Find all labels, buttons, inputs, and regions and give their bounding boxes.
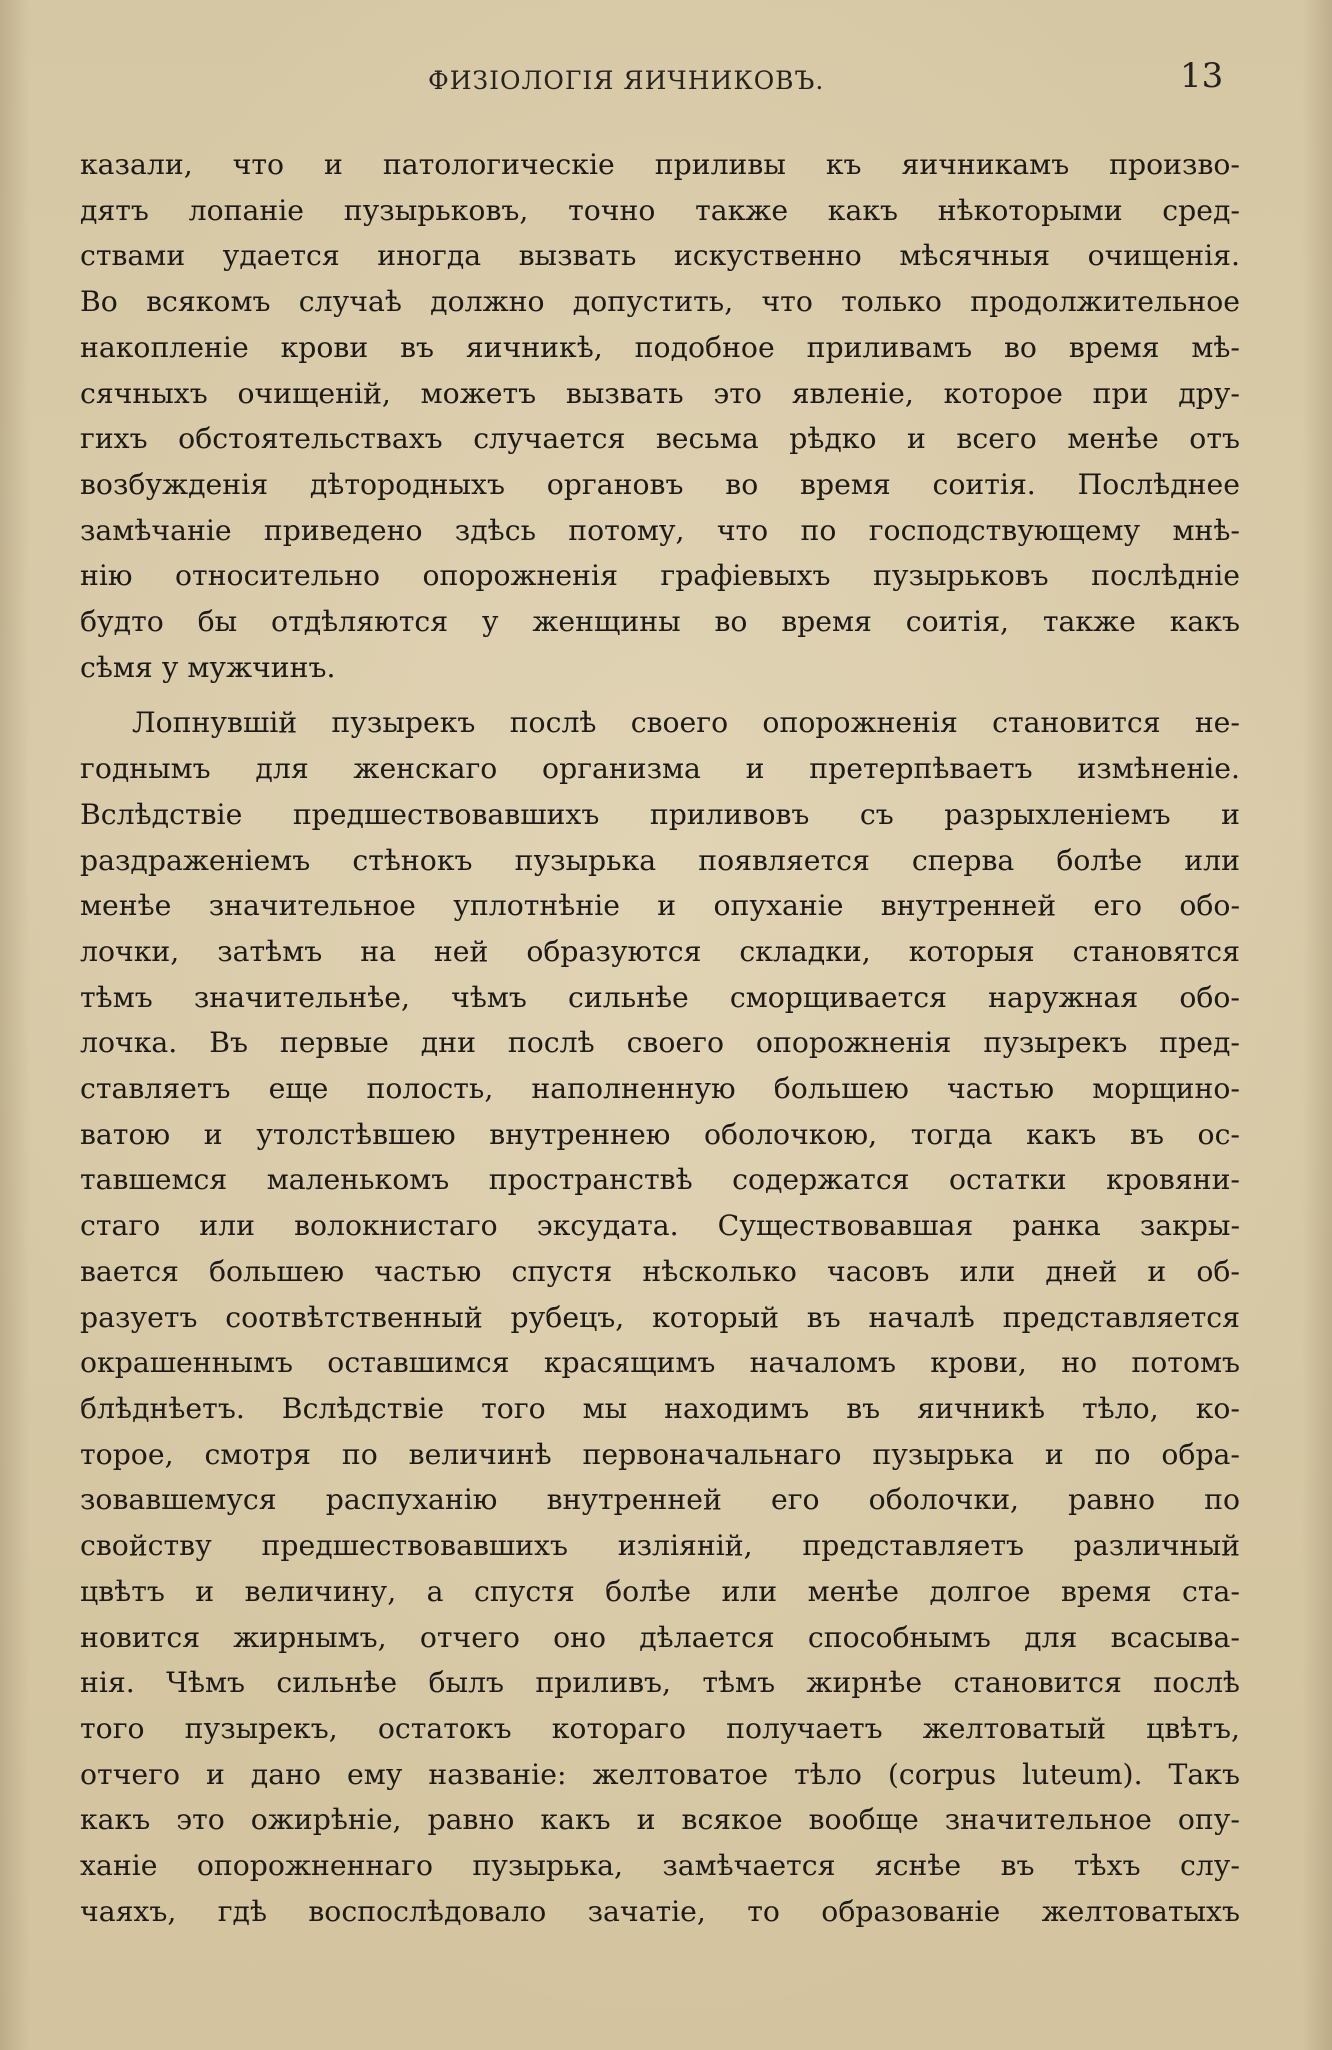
text-line: дятъ лопаніе пузырьковъ, точно также какъ нѣкоторыми сред- (80, 193, 1240, 227)
text-line: зовавшемуся распуханію внутренней его оболочки, равно по (80, 1483, 1240, 1517)
text-line: цвѣтъ и величину, а спустя болѣе или менѣе долгое время ста- (80, 1574, 1240, 1608)
text-line: накопленіе крови въ яичникѣ, подобное приливамъ во время мѣ- (80, 330, 1240, 364)
text-line: тѣмъ значительнѣе, чѣмъ сильнѣе сморщивается наружная обо- (80, 980, 1240, 1014)
text-line: свойству предшествовавшихъ изліяній, представляетъ различный (80, 1529, 1240, 1563)
text-line: блѣднѣетъ. Вслѣдствіе того мы находимъ въ яичникѣ тѣло, ко- (80, 1391, 1240, 1425)
text-line: какъ это ожирѣніе, равно какъ и всякое вообще значительное опу- (80, 1803, 1240, 1837)
text-line: окрашеннымъ оставшимся красящимъ началомъ крови, но потомъ (80, 1346, 1240, 1380)
text-line: ставляетъ еще полость, наполненную большею частью морщино- (80, 1072, 1240, 1106)
text-line: вается большею частью спустя нѣсколько часовъ или дней и об- (80, 1254, 1240, 1288)
text-line: лочки, затѣмъ на ней образуются складки, которыя становятся (80, 934, 1240, 968)
text-line: будто бы отдѣляются у женщины во время соитія, также какъ (80, 605, 1240, 639)
page-left-shadow (0, 0, 30, 2050)
page-number: 13 (1180, 56, 1224, 96)
text-line: торое, смотря по величинѣ первоначальнаго пузырька и по обра- (80, 1437, 1240, 1471)
text-line: отчего и дано ему названіе: желтоватое тѣло (corpus luteum). Такъ (80, 1757, 1240, 1791)
text-line: ханіе опорожненнаго пузырька, замѣчается яснѣе въ тѣхъ слу- (80, 1849, 1240, 1883)
text-line: гихъ обстоятельствахъ случается весьма рѣдко и всего менѣе отъ (80, 422, 1240, 456)
text-line: раздраженіемъ стѣнокъ пузырька появляется сперва болѣе или (80, 843, 1240, 877)
text-line: разуетъ соотвѣтственный рубецъ, который въ началѣ представляется (80, 1300, 1240, 1334)
text-line: новится жирнымъ, отчего оно дѣлается способнымъ для всасыва- (80, 1620, 1240, 1654)
text-line: сѣмя у мужчинъ. (80, 650, 336, 684)
text-line: менѣе значительное уплотнѣніе и опуханіе внутренней его обо- (80, 889, 1240, 923)
text-line: стаго или волокнистаго эксудата. Существовавшая ранка закры- (80, 1209, 1240, 1243)
text-line: Вслѣдствіе предшествовавшихъ приливовъ съ разрыхленіемъ и (80, 797, 1240, 831)
text-line: чаяхъ, гдѣ воспослѣдовало зачатіе, то образованіе желтоватыхъ (80, 1894, 1240, 1928)
text-line: нію относительно опорожненія графіевыхъ пузырьковъ послѣдніе (80, 559, 1240, 593)
text-line: ватою и утолстѣвшею внутреннею оболочкою, тогда какъ въ ос- (80, 1117, 1240, 1151)
text-line: казали, что и патологическіе приливы къ яичникамъ произво- (80, 148, 1240, 181)
text-line: того пузырекъ, остатокъ котораго получаетъ желтоватый цвѣтъ, (80, 1711, 1240, 1745)
running-title: ФИЗІОЛОГІЯ ЯИЧНИКОВЪ. (428, 66, 825, 95)
text-line: замѣчаніе приведено здѣсь потому, что по господствующему мнѣ- (80, 513, 1240, 547)
text-line: возбужденія дѣтородныхъ органовъ во время соитія. Послѣднее (80, 467, 1240, 501)
page-right-shadow (1302, 0, 1332, 2050)
text-line: лочка. Въ первые дни послѣ своего опорожненія пузырекъ пред- (80, 1026, 1240, 1060)
text-line: тавшемся маленькомъ пространствѣ содержатся остатки кровяни- (80, 1163, 1240, 1197)
text-line: ствами удается иногда вызвать искуственно мѣсячныя очищенія. (80, 239, 1240, 273)
text-line: сячныхъ очищеній, можетъ вызвать это явленіе, которое при дру- (80, 376, 1240, 410)
text-line: годнымъ для женскаго организма и претерпѣваетъ измѣненіе. (80, 752, 1240, 786)
text-line: нія. Чѣмъ сильнѣе былъ приливъ, тѣмъ жирнѣе становится послѣ (80, 1666, 1240, 1700)
body-text (80, 142, 1240, 1934)
text-line: Лопнувшій пузырекъ послѣ своего опорожненія становится не- (132, 706, 1240, 740)
text-line: Во всякомъ случаѣ должно допустить, что только продолжительное (80, 285, 1240, 319)
